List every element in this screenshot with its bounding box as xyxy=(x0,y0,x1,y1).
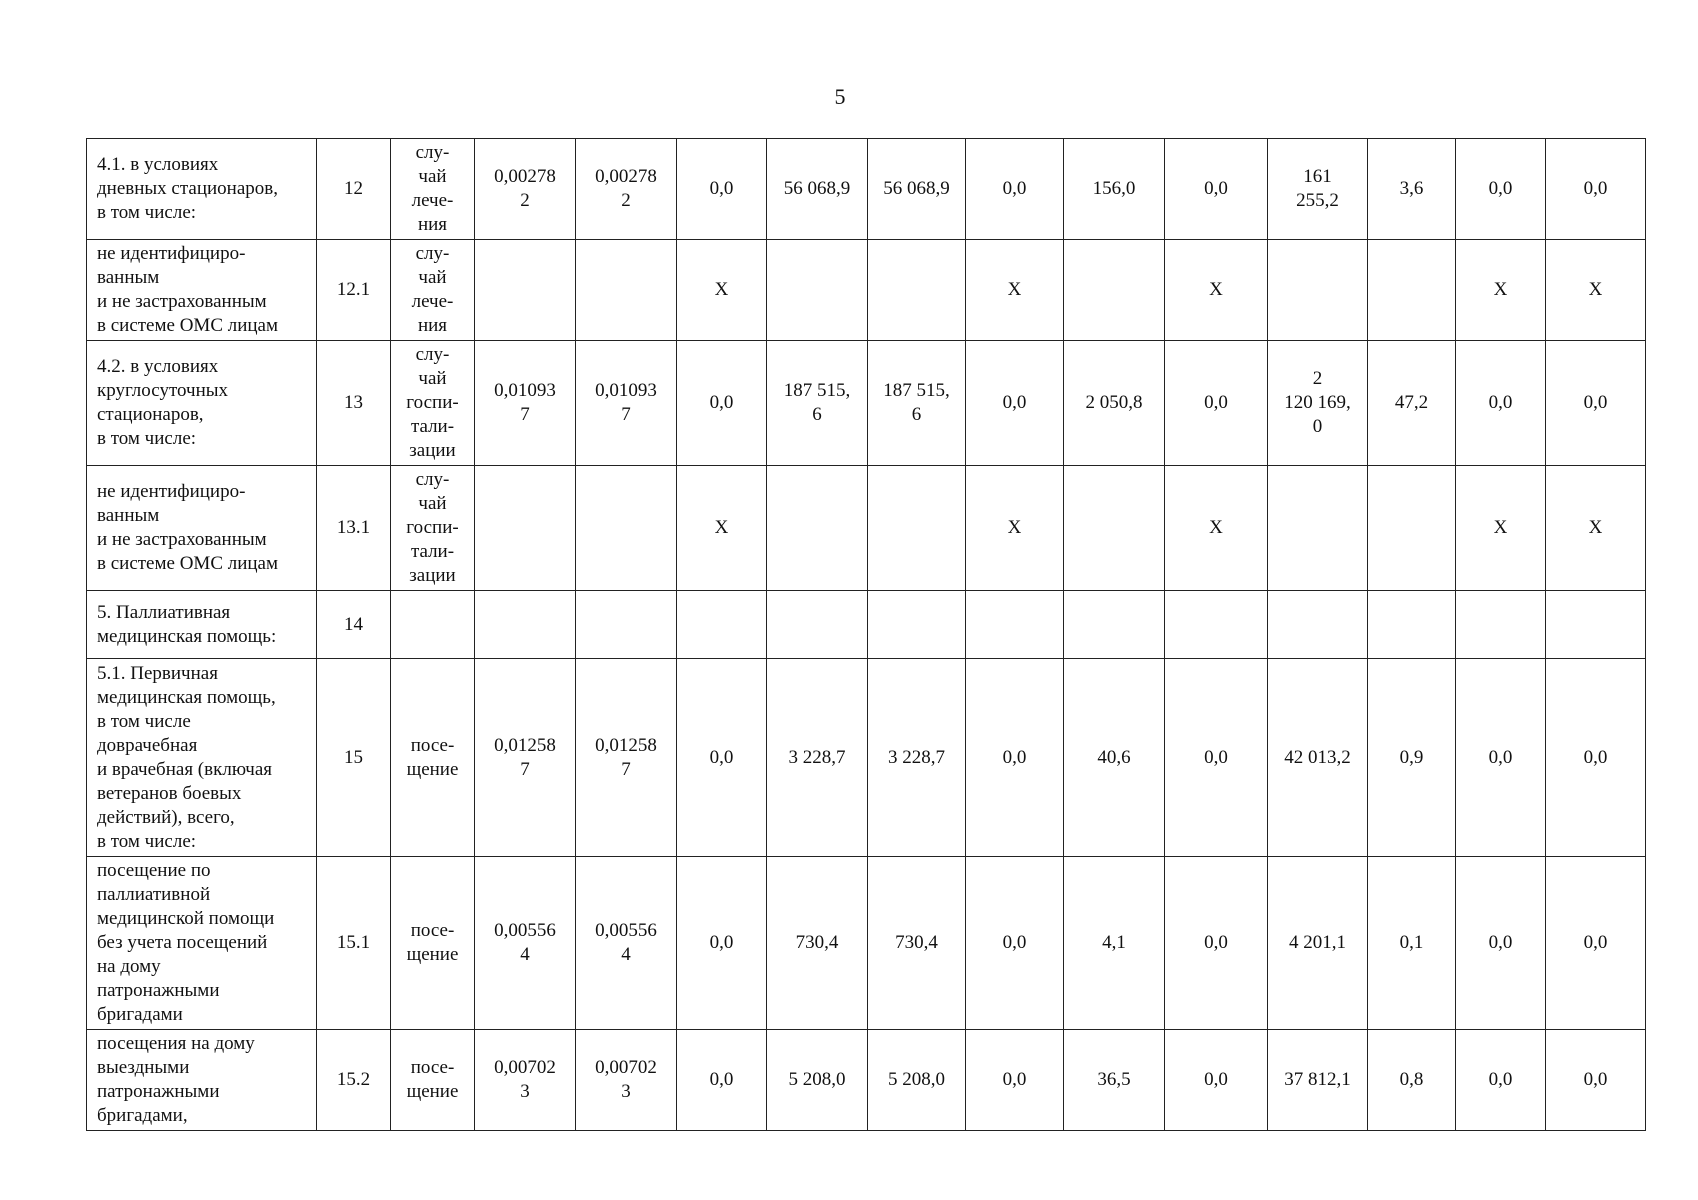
table-cell xyxy=(475,591,576,659)
table-row xyxy=(87,659,1646,857)
table-cell: 4 201,1 xyxy=(1268,857,1368,1030)
row-unit xyxy=(391,591,475,659)
table-cell xyxy=(767,240,868,341)
table-cell: 56 068,9 xyxy=(767,139,868,240)
table-cell: 0,0 xyxy=(1546,341,1646,466)
table-cell: 40,6 xyxy=(1064,659,1165,857)
table-cell xyxy=(1064,466,1165,591)
table-cell: 0,00278 2 xyxy=(475,139,576,240)
table-cell: 0,0 xyxy=(966,659,1064,857)
table-cell: 0,8 xyxy=(1368,1030,1456,1131)
table-cell xyxy=(1268,240,1368,341)
table-cell: 0,0 xyxy=(1456,139,1546,240)
row-name: 5.1. Первичная медицинская помощь, в том числе доврачебная и врачебная (включая ветеранов боевых действий), всего, в том числе: xyxy=(87,659,317,857)
table-cell: 0,0 xyxy=(677,659,767,857)
table-cell xyxy=(576,240,677,341)
table-row xyxy=(87,591,1646,659)
row-code: 14 xyxy=(317,591,391,659)
table-cell: 0,00702 3 xyxy=(576,1030,677,1131)
table-cell xyxy=(677,591,767,659)
table-cell xyxy=(475,240,576,341)
row-code: 12 xyxy=(317,139,391,240)
table-cell: 0,00278 2 xyxy=(576,139,677,240)
row-unit: слу- чай госпи- тали- зации xyxy=(391,466,475,591)
table-cell: 0,0 xyxy=(1546,139,1646,240)
table-cell: 0,01093 7 xyxy=(576,341,677,466)
table-cell: 156,0 xyxy=(1064,139,1165,240)
table-cell: 3 228,7 xyxy=(868,659,966,857)
table-cell: 56 068,9 xyxy=(868,139,966,240)
row-unit: посе- щение xyxy=(391,659,475,857)
table-cell xyxy=(576,591,677,659)
table-cell: 0,9 xyxy=(1368,659,1456,857)
table-cell: 0,01093 7 xyxy=(475,341,576,466)
table-cell xyxy=(966,591,1064,659)
table-row xyxy=(87,139,1646,240)
table-row xyxy=(87,341,1646,466)
table-row xyxy=(87,1030,1646,1131)
table-cell xyxy=(767,466,868,591)
table-cell: 0,00556 4 xyxy=(475,857,576,1030)
row-unit: посе- щение xyxy=(391,1030,475,1131)
table-cell xyxy=(767,591,868,659)
table-cell: 0,0 xyxy=(1456,341,1546,466)
table-cell: X xyxy=(677,466,767,591)
table-cell: X xyxy=(1456,240,1546,341)
table-cell: 0,0 xyxy=(1165,139,1268,240)
table-cell: 0,00556 4 xyxy=(576,857,677,1030)
table-cell: 0,01258 7 xyxy=(475,659,576,857)
table-cell xyxy=(475,466,576,591)
table-cell xyxy=(1064,591,1165,659)
table-cell xyxy=(1165,591,1268,659)
row-name: посещение по паллиативной медицинской помощи без учета посещений на дому патронажными бригадами xyxy=(87,857,317,1030)
table-cell xyxy=(576,466,677,591)
table-cell: 0,1 xyxy=(1368,857,1456,1030)
table-cell xyxy=(868,591,966,659)
table-cell: 0,0 xyxy=(1165,659,1268,857)
table-cell xyxy=(868,466,966,591)
table-cell: 187 515, 6 xyxy=(767,341,868,466)
row-name: не идентифициро- ванным и не застрахованным в системе ОМС лицам xyxy=(87,240,317,341)
table-cell: 0,0 xyxy=(1165,1030,1268,1131)
table-cell: 5 208,0 xyxy=(868,1030,966,1131)
table-cell: 0,0 xyxy=(677,857,767,1030)
table-cell: 42 013,2 xyxy=(1268,659,1368,857)
table-cell: 0,0 xyxy=(1546,659,1646,857)
table-cell: X xyxy=(1165,466,1268,591)
table-cell: X xyxy=(1456,466,1546,591)
table-cell: X xyxy=(1546,240,1646,341)
table-cell: 0,0 xyxy=(677,139,767,240)
data-table xyxy=(86,138,1646,1131)
table-cell: X xyxy=(966,466,1064,591)
row-name: не идентифициро- ванным и не застрахованным в системе ОМС лицам xyxy=(87,466,317,591)
table-cell: 187 515, 6 xyxy=(868,341,966,466)
table-cell: 3,6 xyxy=(1368,139,1456,240)
row-code: 15.2 xyxy=(317,1030,391,1131)
table-cell: 0,00702 3 xyxy=(475,1030,576,1131)
table-cell: 730,4 xyxy=(868,857,966,1030)
table-cell: 36,5 xyxy=(1064,1030,1165,1131)
row-unit: слу- чай лече- ния xyxy=(391,139,475,240)
row-unit: слу- чай госпи- тали- зации xyxy=(391,341,475,466)
row-name: посещения на дому выездными патронажными бригадами, xyxy=(87,1030,317,1131)
table-cell: 37 812,1 xyxy=(1268,1030,1368,1131)
table-cell: 4,1 xyxy=(1064,857,1165,1030)
table-cell: 0,0 xyxy=(677,341,767,466)
table-cell: 3 228,7 xyxy=(767,659,868,857)
table-cell xyxy=(1368,240,1456,341)
table-cell xyxy=(1268,466,1368,591)
table-cell: 730,4 xyxy=(767,857,868,1030)
table-cell xyxy=(1064,240,1165,341)
table-cell xyxy=(1368,591,1456,659)
table-cell: 0,0 xyxy=(966,857,1064,1030)
table-cell: 0,0 xyxy=(1546,857,1646,1030)
row-name: 4.2. в условиях круглосуточных стационаров, в том числе: xyxy=(87,341,317,466)
table-cell: 0,0 xyxy=(1165,341,1268,466)
table-row xyxy=(87,466,1646,591)
table-cell: 2 050,8 xyxy=(1064,341,1165,466)
table-cell: 0,0 xyxy=(966,139,1064,240)
table-cell: 2 120 169, 0 xyxy=(1268,341,1368,466)
table-cell: 0,0 xyxy=(1165,857,1268,1030)
row-code: 12.1 xyxy=(317,240,391,341)
table-row xyxy=(87,240,1646,341)
row-code: 13 xyxy=(317,341,391,466)
row-unit: слу- чай лече- ния xyxy=(391,240,475,341)
table-cell: 0,01258 7 xyxy=(576,659,677,857)
table-cell: 0,0 xyxy=(1456,659,1546,857)
table-cell: X xyxy=(677,240,767,341)
row-name: 4.1. в условиях дневных стационаров, в том числе: xyxy=(87,139,317,240)
table-cell xyxy=(1456,591,1546,659)
row-name: 5. Паллиативная медицинская помощь: xyxy=(87,591,317,659)
row-code: 13.1 xyxy=(317,466,391,591)
table-cell xyxy=(1546,591,1646,659)
row-code: 15.1 xyxy=(317,857,391,1030)
table-cell: X xyxy=(1165,240,1268,341)
table-cell: 47,2 xyxy=(1368,341,1456,466)
table-cell: 0,0 xyxy=(677,1030,767,1131)
table-cell: 0,0 xyxy=(1546,1030,1646,1131)
table-cell: 0,0 xyxy=(966,1030,1064,1131)
table-cell: X xyxy=(1546,466,1646,591)
page-number: 5 xyxy=(834,84,846,109)
row-unit: посе- щение xyxy=(391,857,475,1030)
table-cell: 0,0 xyxy=(1456,1030,1546,1131)
table-cell xyxy=(1268,591,1368,659)
table-cell xyxy=(868,240,966,341)
table-row xyxy=(87,857,1646,1030)
row-code: 15 xyxy=(317,659,391,857)
table-cell: 0,0 xyxy=(1456,857,1546,1030)
table-cell xyxy=(1368,466,1456,591)
table-cell: X xyxy=(966,240,1064,341)
table-cell: 5 208,0 xyxy=(767,1030,868,1131)
table-cell: 0,0 xyxy=(966,341,1064,466)
table-cell: 161 255,2 xyxy=(1268,139,1368,240)
